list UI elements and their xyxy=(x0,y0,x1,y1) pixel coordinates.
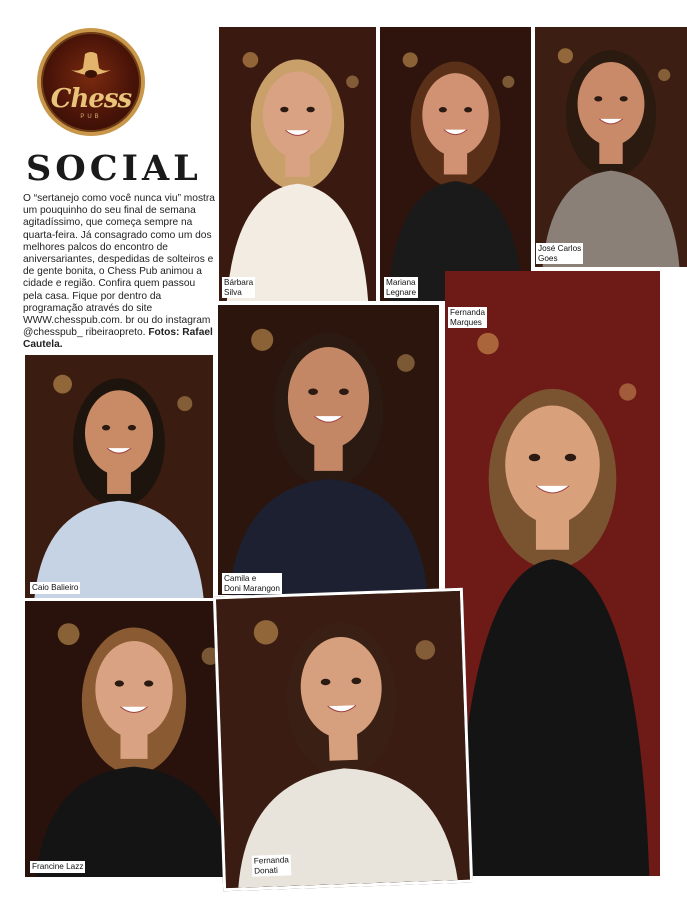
caption-mariana-legnare: Mariana Legnare xyxy=(386,278,417,297)
portrait-illustration xyxy=(218,305,439,595)
photo-camila-doni-marangon xyxy=(218,305,439,595)
section-title: SOCIAL xyxy=(26,148,202,189)
portrait-illustration xyxy=(216,591,470,888)
portrait-illustration xyxy=(535,27,687,267)
photo-jose-carlos-goes xyxy=(535,27,687,267)
caption-barbara-silva: Bárbara Silva xyxy=(224,278,254,297)
photo-fernanda-marques xyxy=(445,271,660,876)
intro-text xyxy=(23,193,217,352)
caption-camila-doni-marangon: Camila e Doni Marangon xyxy=(224,574,280,593)
photo-caio-balieiro xyxy=(25,355,213,598)
logo-subtitle: PUB xyxy=(80,114,102,120)
portrait-illustration xyxy=(219,27,376,301)
caption-fernanda-marques: Fernanda Marques xyxy=(450,308,486,327)
logo-brand: Chess xyxy=(50,84,132,114)
cowboy-hat-icon xyxy=(69,50,113,78)
photo-barbara-silva xyxy=(219,27,376,301)
caption-fernanda-donati: Fernanda Donati xyxy=(252,854,292,876)
chess-pub-logo xyxy=(37,28,145,136)
caption-francine-lazz: Francine Lazz xyxy=(32,862,84,871)
caption-jose-carlos-goes: José Carlos Goes xyxy=(538,244,582,263)
photo-francine-lazz xyxy=(25,601,243,877)
portrait-illustration xyxy=(25,601,243,877)
photo-mariana-legnare xyxy=(380,27,531,301)
portrait-illustration xyxy=(25,355,213,598)
portrait-illustration xyxy=(445,271,660,876)
photo-fernanda-donati xyxy=(213,588,473,892)
portrait-illustration xyxy=(380,27,531,301)
caption-caio-balieiro: Caio Balieiro xyxy=(32,583,79,592)
intro-body: O “sertanejo como você nunca viu” mostra um pouquinho do seu final de semana agitadíssimo, que começa sempre na quarta-feira. Já consagrado como um dos melhores palcos do encontro de aniversariantes, despedidas de solteiros e de gente bonita, o Chess Pub animou a cidade e região. Confira quem passou pela casa. Fique por dentro da programação através do site WWW.chesspub.com. br ou do instagram @chesspub_ ribeiraopreto. xyxy=(23,193,215,339)
photo-credit: Fotos: Rafael Cautela. xyxy=(23,327,213,351)
